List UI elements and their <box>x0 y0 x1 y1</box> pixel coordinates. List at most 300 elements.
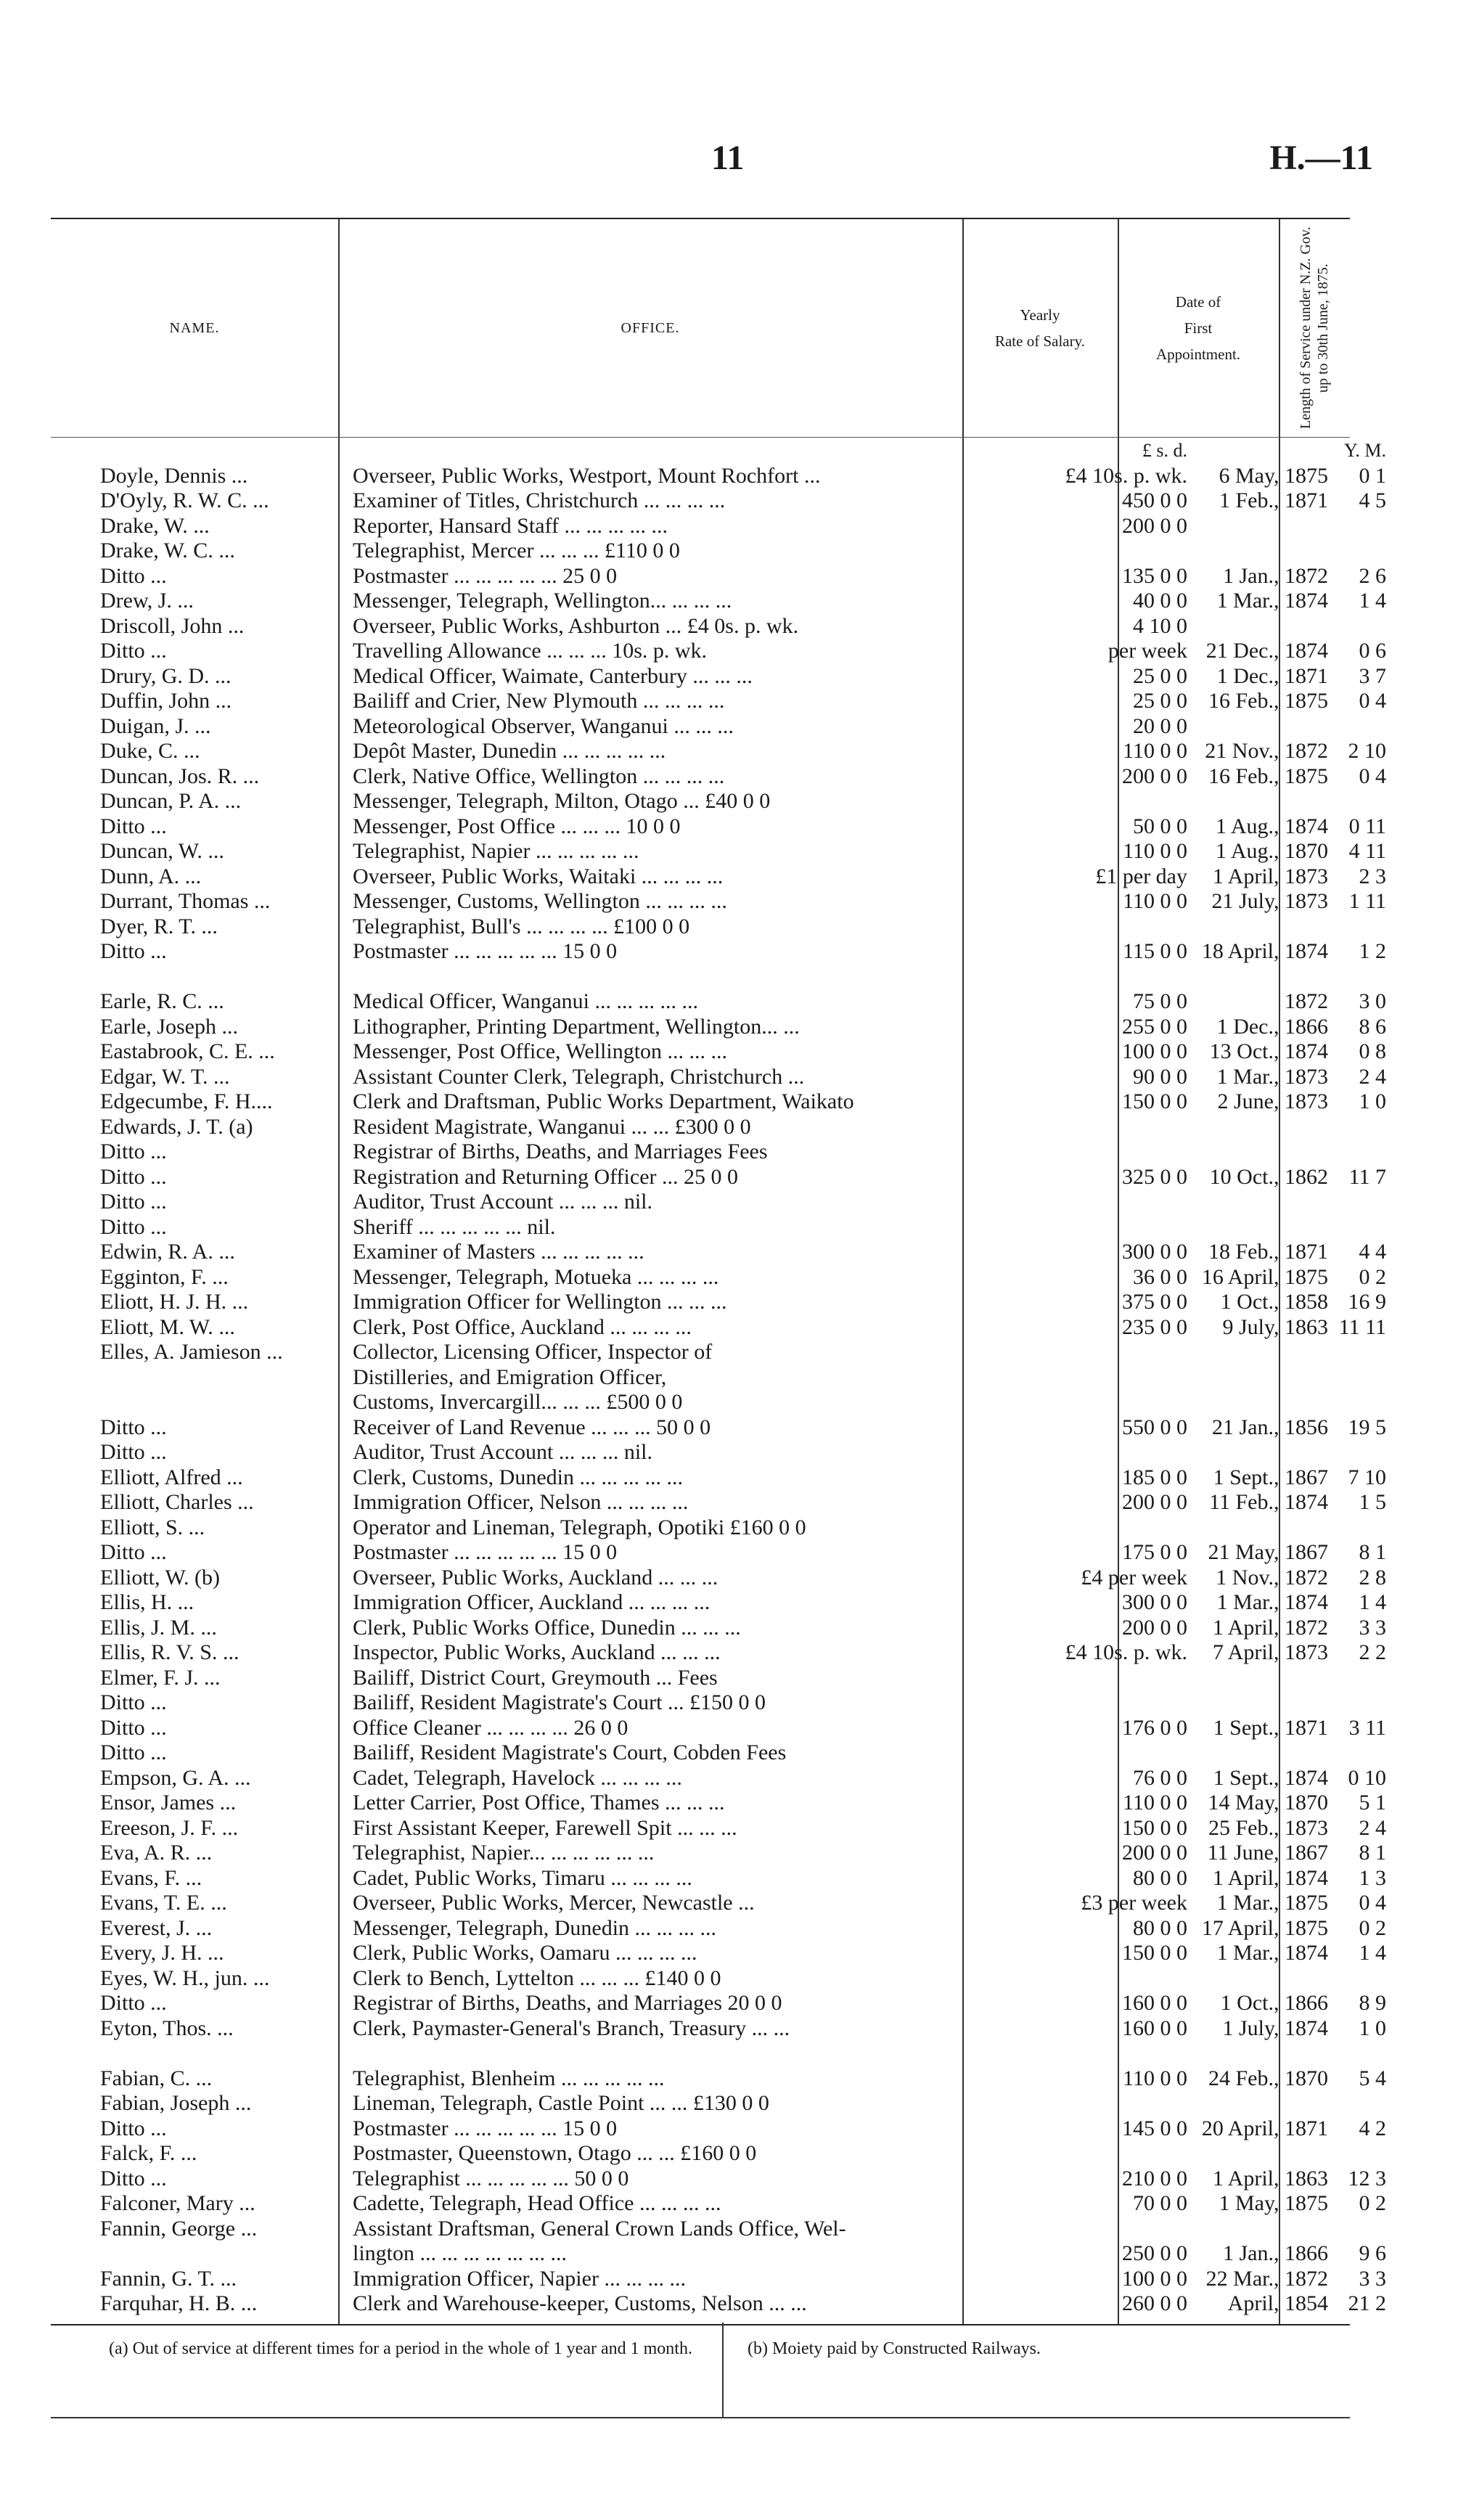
cell-office: Examiner of Titles, Christchurch ... ... ... ... <box>353 488 726 512</box>
cell-name: D'Oyly, R. W. C. ... <box>100 488 269 512</box>
cell-date: 22 Mar., 1872 <box>1205 2266 1328 2291</box>
cell-length: 2 4 <box>1359 1064 1386 1089</box>
cell-name: Egginton, F. ... <box>100 1264 229 1289</box>
cell-name: Duncan, P. A. ... <box>100 789 242 813</box>
cell-office: Telegraphist, Napier ... ... ... ... ... <box>353 839 639 863</box>
cell-salary: 110 0 0 <box>1123 839 1187 863</box>
cell-salary: 75 0 0 <box>1133 989 1187 1013</box>
cell-name: Ditto ... <box>100 1991 167 2015</box>
cell-office: Lineman, Telegraph, Castle Point ... ... £130 0 0 <box>353 2091 769 2115</box>
table-row <box>51 488 1386 514</box>
table-row <box>51 1865 1386 1891</box>
cell-office: Messenger, Telegraph, Wellington... ... ... ... <box>353 589 732 613</box>
cell-salary: 185 0 0 <box>1122 1465 1187 1489</box>
cell-salary: 200 0 0 <box>1122 1841 1187 1865</box>
cell-name: Fannin, George ... <box>100 2216 258 2241</box>
cell-length: 0 4 <box>1359 689 1386 713</box>
cell-office: Immigration Officer, Napier ... ... ... ... <box>353 2266 686 2291</box>
cell-office: Messenger, Customs, Wellington ... ... ... ... <box>353 889 727 913</box>
table-row <box>51 2016 1386 2042</box>
cell-date: 1 April, 1872 <box>1212 1615 1328 1640</box>
cell-name: Edwards, J. T. (a) <box>100 1114 253 1139</box>
cell-length: 8 1 <box>1359 1540 1386 1564</box>
cell-name: Edgecumbe, F. H.... <box>100 1089 273 1113</box>
table-row <box>51 1140 1350 1165</box>
cell-office: Travelling Allowance ... ... ... 10s. p. wk. <box>353 639 708 663</box>
cell-salary: 550 0 0 <box>1122 1415 1187 1439</box>
cell-date: 1 Mar., 1875 <box>1216 1891 1328 1915</box>
cell-name: Eastabrook, C. E. ... <box>100 1039 275 1063</box>
cell-salary: 50 0 0 <box>1133 814 1187 838</box>
table-row <box>51 939 1386 965</box>
cell-date: 6 May, 1875 <box>1219 463 1328 488</box>
table-row <box>51 1190 1350 1215</box>
table-row <box>51 1966 1350 1992</box>
cell-name: Elliott, W. (b) <box>100 1565 220 1590</box>
cell-name: Evans, T. E. ... <box>100 1891 227 1915</box>
table-row <box>51 1941 1386 1966</box>
cell-name: Duke, C. ... <box>100 739 200 763</box>
cell-date: 1 Jan., 1866 <box>1223 2241 1328 2265</box>
cell-office: Telegraphist, Blenheim ... ... ... ... ... <box>353 2066 665 2090</box>
cell-date: 13 Oct., 1874 <box>1209 1039 1328 1063</box>
table-row <box>51 2191 1386 2217</box>
cell-salary: 90 0 0 <box>1133 1064 1187 1089</box>
table-row <box>51 639 1386 664</box>
table-row <box>51 1290 1386 1315</box>
cell-name: Elliott, S. ... <box>100 1515 205 1539</box>
cell-length: 3 3 <box>1359 1615 1386 1640</box>
cell-salary: 70 0 0 <box>1133 2191 1187 2215</box>
cell-salary: 200 0 0 <box>1122 1490 1187 1514</box>
cell-name: Ditto ... <box>100 1540 167 1564</box>
cell-salary: 80 0 0 <box>1133 1915 1187 1940</box>
cell-name: Ditto ... <box>100 1740 167 1764</box>
table-row <box>51 1340 1350 1365</box>
cell-office: Clerk, Public Works Office, Dunedin ... ... ... <box>353 1615 741 1640</box>
cell-name: Falconer, Mary ... <box>100 2191 255 2215</box>
cell-date: 10 Oct., 1862 <box>1209 1164 1328 1189</box>
salary-units: £ s. d. <box>1142 440 1187 461</box>
cell-length: 2 6 <box>1359 563 1386 588</box>
cell-office: Medical Officer, Wanganui ... ... ... ... ... <box>353 989 698 1013</box>
cell-office: Clerk, Native Office, Wellington ... ... ... ... <box>353 764 725 788</box>
cell-name: Fannin, G. T. ... <box>100 2266 237 2291</box>
table-row <box>51 764 1386 790</box>
cell-office: Messenger, Post Office ... ... ... 10 0 0 <box>353 814 681 838</box>
cell-salary: 235 0 0 <box>1122 1314 1187 1339</box>
cell-salary: £1 per day <box>1095 864 1187 888</box>
cell-office: Postmaster, Queenstown, Otago ... ... £160 0 0 <box>353 2141 757 2165</box>
table-row <box>51 2217 1350 2242</box>
cell-name: Fabian, Joseph ... <box>100 2091 252 2115</box>
cell-length: 0 2 <box>1359 1264 1386 1289</box>
cell-office: Clerk to Bench, Lyttelton ... ... ... £140 0 0 <box>353 1965 721 1990</box>
table-row <box>51 1014 1386 1040</box>
cell-length: 1 4 <box>1359 1590 1386 1614</box>
cell-salary: 115 0 0 <box>1123 939 1187 963</box>
cell-name: Everest, J. ... <box>100 1915 213 1940</box>
cell-date: 7 April, 1873 <box>1212 1640 1328 1664</box>
cell-date: 9 July, 1863 <box>1222 1314 1328 1339</box>
cell-date: 1 Aug., 1870 <box>1215 839 1328 863</box>
cell-salary: £4 per week <box>1081 1565 1187 1590</box>
cell-salary: 100 0 0 <box>1122 1039 1187 1063</box>
table-row <box>51 1565 1386 1591</box>
cell-office: Medical Officer, Waimate, Canterbury ... ... ... <box>353 663 753 688</box>
table-row <box>51 1915 1386 1942</box>
cell-salary: 450 0 0 <box>1122 488 1187 512</box>
cell-office: Distilleries, and Emigration Officer, <box>353 1365 667 1389</box>
table-row <box>51 1264 1386 1290</box>
cell-date: 1 Oct., 1866 <box>1220 1991 1328 2015</box>
cell-name: Dyer, R. T. ... <box>100 914 218 938</box>
cell-name: Eyes, W. H., jun. ... <box>100 1965 270 1990</box>
table-row <box>51 1115 1350 1140</box>
cell-salary: £3 per week <box>1081 1891 1187 1915</box>
column-header-name: NAME. <box>169 319 220 336</box>
table-row <box>51 463 1386 489</box>
cell-date: 18 April, 1874 <box>1201 939 1328 963</box>
cell-length: 1 4 <box>1359 589 1386 613</box>
cell-office: Messenger, Telegraph, Milton, Otago ... £40 0 0 <box>353 789 771 813</box>
cell-office: Assistant Draftsman, General Crown Lands Office, Wel- <box>353 2216 846 2241</box>
cell-salary: 150 0 0 <box>1122 1089 1187 1113</box>
cell-date: 11 June, 1867 <box>1207 1841 1328 1865</box>
table-row <box>51 1440 1350 1465</box>
date-header-line1: Date of <box>1175 293 1221 311</box>
table-row <box>51 2241 1386 2267</box>
table-row <box>51 1490 1386 1515</box>
header-rule <box>51 437 1350 438</box>
cell-salary: 255 0 0 <box>1122 1014 1187 1039</box>
cell-length: 1 3 <box>1359 1865 1386 1890</box>
cell-length: 21 2 <box>1348 2291 1386 2315</box>
table-row <box>51 1640 1386 1666</box>
cell-office: Immigration Officer, Nelson ... ... ... ... <box>353 1490 689 1514</box>
cell-name: Doyle, Dennis ... <box>100 463 248 488</box>
cell-date: April, 1854 <box>1227 2291 1328 2315</box>
cell-name: Duffin, John ... <box>100 689 232 713</box>
cell-name: Ditto ... <box>100 1440 167 1464</box>
cell-date: 21 Jan., 1856 <box>1212 1415 1328 1439</box>
cell-length: 4 4 <box>1359 1240 1386 1264</box>
table-row <box>51 663 1386 690</box>
cell-office: Collector, Licensing Officer, Inspector of <box>353 1340 713 1364</box>
cell-office: Auditor, Trust Account ... ... ... nil. <box>353 1440 652 1464</box>
cell-salary: 145 0 0 <box>1122 2116 1187 2140</box>
cell-name: Ditto ... <box>100 1715 167 1740</box>
cell-salary: 76 0 0 <box>1133 1765 1187 1790</box>
table-row <box>51 2166 1386 2192</box>
staff-table <box>51 218 1386 2325</box>
cell-salary: 110 0 0 <box>1123 1791 1187 1815</box>
page-number: 11 <box>711 139 745 177</box>
table-row <box>51 2266 1386 2292</box>
cell-name: Earle, Joseph ... <box>100 1014 238 1039</box>
cell-office: Customs, Invercargill... ... ... £500 0 0 <box>353 1390 683 1414</box>
cell-name: Drury, G. D. ... <box>100 663 232 688</box>
cell-salary: 375 0 0 <box>1122 1290 1187 1314</box>
cell-name: Ensor, James ... <box>100 1791 237 1815</box>
cell-salary: 176 0 0 <box>1122 1715 1187 1740</box>
column-header-office: OFFICE. <box>621 319 680 336</box>
cell-length: 16 9 <box>1348 1290 1386 1314</box>
cell-office: Telegraphist, Bull's ... ... ... ... £100 0 0 <box>353 914 690 938</box>
cell-name: Evans, F. ... <box>100 1865 202 1890</box>
cell-date: 17 April, 1875 <box>1201 1915 1328 1940</box>
cell-name: Edwin, R. A. ... <box>100 1240 235 1264</box>
cell-length: 0 10 <box>1348 1765 1386 1790</box>
table-row <box>51 514 1350 539</box>
cell-name: Eva, A. R. ... <box>100 1841 213 1865</box>
cell-office: Clerk, Customs, Dunedin ... ... ... ... ... <box>353 1465 683 1489</box>
footnotes <box>51 2323 1350 2418</box>
date-header-line3: Appointment. <box>1155 345 1241 363</box>
cell-office: Immigration Officer for Wellington ... ... ... <box>353 1290 727 1314</box>
cell-length: 19 5 <box>1348 1415 1386 1439</box>
cell-name: Eyton, Thos. ... <box>100 2016 234 2040</box>
cell-name: Ditto ... <box>100 1164 167 1189</box>
cell-name: Empson, G. A. ... <box>100 1765 251 1790</box>
cell-office: Postmaster ... ... ... ... ... 25 0 0 <box>353 563 618 588</box>
cell-name: Ditto ... <box>100 1190 167 1214</box>
cell-name: Ditto ... <box>100 1214 167 1239</box>
cell-length: 9 6 <box>1359 2241 1386 2265</box>
cell-name: Duncan, W. ... <box>100 839 224 863</box>
cell-length: 3 11 <box>1348 1715 1386 1740</box>
cell-length: 0 4 <box>1359 1891 1386 1915</box>
cell-name: Ditto ... <box>100 1140 167 1163</box>
table-row <box>51 2066 1386 2092</box>
cell-salary: 25 0 0 <box>1133 663 1187 688</box>
cell-name: Edgar, W. T. ... <box>100 1064 230 1089</box>
cell-office: Bailiff, District Court, Greymouth ... Fees <box>353 1665 718 1690</box>
table-row <box>51 1064 1386 1090</box>
cell-name: Durrant, Thomas ... <box>100 889 271 913</box>
cell-office: Messenger, Telegraph, Dunedin ... ... ... ... <box>353 1915 717 1940</box>
cell-length: 3 3 <box>1359 2266 1386 2291</box>
cell-length: 11 7 <box>1348 1164 1386 1189</box>
table-row <box>51 1540 1386 1566</box>
cell-office: Sheriff ... ... ... ... ... nil. <box>353 1214 556 1239</box>
cell-office: Messenger, Telegraph, Motueka ... ... ... ... <box>353 1264 719 1289</box>
cell-date: 21 Dec., 1874 <box>1205 639 1328 663</box>
cell-date: 18 Feb., 1871 <box>1208 1240 1328 1264</box>
cell-office: Cadette, Telegraph, Head Office ... ... ... ... <box>353 2191 721 2215</box>
table-row <box>51 989 1386 1015</box>
table-row <box>51 1590 1386 1616</box>
cell-office: Clerk and Draftsman, Public Works Department, Waikato <box>353 1089 854 1113</box>
cell-length: 5 1 <box>1359 1791 1386 1815</box>
cell-date: 25 Feb., 1873 <box>1208 1815 1328 1840</box>
cell-date: 1 Aug., 1874 <box>1215 814 1328 838</box>
table-row <box>51 1089 1386 1115</box>
cell-office: Registrar of Births, Deaths, and Marriages 20 0 0 <box>353 1991 782 2015</box>
cell-date: 1 May, 1875 <box>1219 2191 1328 2215</box>
cell-office: Telegraphist, Mercer ... ... ... £110 0 0 <box>353 539 680 562</box>
cell-name: Ditto ... <box>100 563 167 588</box>
cell-salary: 200 0 0 <box>1122 1615 1187 1640</box>
table-row <box>51 1465 1386 1491</box>
cell-length: 1 11 <box>1348 889 1386 913</box>
cell-date: 1 Sept., 1874 <box>1213 1765 1328 1790</box>
cell-office: Clerk, Paymaster-General's Branch, Treasury ... ... <box>353 2016 790 2040</box>
cell-office: Postmaster ... ... ... ... ... 15 0 0 <box>353 1540 618 1564</box>
cell-length: 4 11 <box>1348 839 1386 863</box>
cell-name: Ellis, J. M. ... <box>100 1615 217 1640</box>
cell-salary: £4 10s. p. wk. <box>1065 463 1187 488</box>
cell-length: 0 8 <box>1359 1039 1386 1063</box>
cell-date: 1872 <box>1285 989 1328 1013</box>
page-code: H.—11 <box>1269 139 1373 177</box>
table-row <box>51 1765 1386 1791</box>
cell-name: Ditto ... <box>100 1415 167 1439</box>
table-row <box>51 689 1386 714</box>
cell-salary: 300 0 0 <box>1122 1240 1187 1264</box>
cell-name: Ditto ... <box>100 2116 167 2140</box>
cell-name: Elmer, F. J. ... <box>100 1665 221 1690</box>
cell-length: 1 0 <box>1359 1089 1386 1113</box>
cell-salary: 250 0 0 <box>1122 2241 1187 2265</box>
cell-salary: 200 0 0 <box>1122 764 1187 788</box>
cell-salary: 100 0 0 <box>1122 2266 1187 2291</box>
cell-office: lington ... ... ... ... ... ... ... <box>353 2241 568 2265</box>
cell-salary: 200 0 0 <box>1122 513 1187 538</box>
table-row <box>51 1164 1386 1190</box>
cell-date: 1 Mar., 1874 <box>1216 589 1328 613</box>
cell-length: 2 10 <box>1348 739 1386 763</box>
cell-name: Fabian, C. ... <box>100 2066 213 2090</box>
cell-length: 1 4 <box>1359 1941 1386 1965</box>
cell-length: 12 3 <box>1348 2166 1386 2190</box>
cell-date: 20 April, 1871 <box>1201 2116 1328 2140</box>
cell-office: Immigration Officer, Auckland ... ... ... ... <box>353 1590 711 1614</box>
cell-office: Reporter, Hansard Staff ... ... ... ... ... <box>353 513 668 538</box>
cell-name: Ditto ... <box>100 814 167 838</box>
cell-date: 21 Nov., 1872 <box>1205 739 1328 763</box>
cell-name: Ellis, H. ... <box>100 1590 194 1614</box>
cell-name: Ditto ... <box>100 1690 167 1714</box>
cell-office: Auditor, Trust Account ... ... ... nil. <box>353 1190 652 1214</box>
cell-name: Eliott, M. W. ... <box>100 1314 235 1339</box>
cell-length: 4 2 <box>1359 2116 1386 2140</box>
cell-length: 2 2 <box>1359 1640 1386 1664</box>
cell-office: Receiver of Land Revenue ... ... ... 50 0 0 <box>353 1415 711 1439</box>
cell-office: First Assistant Keeper, Farewell Spit ... ... ... <box>353 1815 737 1840</box>
cell-date: 1 Nov., 1872 <box>1216 1565 1328 1590</box>
table-row <box>51 864 1386 890</box>
cell-date: 16 April, 1875 <box>1201 1264 1328 1289</box>
cell-salary: 160 0 0 <box>1122 2016 1187 2040</box>
cell-office: Messenger, Post Office, Wellington ... ... ... <box>353 1039 728 1063</box>
cell-length: 0 11 <box>1348 814 1386 838</box>
table-row <box>51 1715 1386 1741</box>
cell-salary: £4 10s. p. wk. <box>1065 1640 1187 1664</box>
cell-date: 16 Feb., 1875 <box>1208 689 1328 713</box>
cell-date: 1 April, 1873 <box>1212 864 1328 888</box>
cell-date: 1 April, 1863 <box>1212 2166 1328 2190</box>
column-header-salary <box>962 219 1118 437</box>
cell-office: Cadet, Telegraph, Havelock ... ... ... ... <box>353 1765 682 1790</box>
cell-date: 1 July, 1874 <box>1222 2016 1328 2040</box>
table-row <box>51 2091 1350 2116</box>
table-row <box>51 789 1350 814</box>
cell-office: Resident Magistrate, Wanganui ... ... £300 0 0 <box>353 1114 751 1139</box>
cell-office: Clerk, Post Office, Auckland ... ... ... ... <box>353 1314 692 1339</box>
cell-salary: 325 0 0 <box>1122 1164 1187 1189</box>
cell-length: 2 8 <box>1359 1565 1386 1590</box>
table-row <box>51 614 1350 639</box>
cell-length: 8 1 <box>1359 1841 1386 1865</box>
cell-length: 0 1 <box>1359 463 1386 488</box>
cell-name: Every, J. H. ... <box>100 1941 224 1965</box>
footnote-a: (a) Out of service at different times for a period in the whole of 1 year and 1 month. <box>109 2339 692 2358</box>
cell-date: 1 Dec., 1871 <box>1216 663 1328 688</box>
cell-salary: 25 0 0 <box>1133 689 1187 713</box>
cell-office: Inspector, Public Works, Auckland ... ... ... <box>353 1640 721 1664</box>
cell-office: Overseer, Public Works, Mercer, Newcastle ... <box>353 1891 755 1915</box>
cell-name: Ditto ... <box>100 939 167 963</box>
cell-office: Telegraphist ... ... ... ... ... 50 0 0 <box>353 2166 629 2190</box>
cell-salary: 135 0 0 <box>1122 563 1187 588</box>
cell-office: Bailiff, Resident Magistrate's Court, Cobden Fees <box>353 1740 787 1764</box>
cell-name: Driscoll, John ... <box>100 613 245 638</box>
footnote-divider <box>722 2323 724 2417</box>
cell-length: 0 6 <box>1359 639 1386 663</box>
table-row <box>51 1991 1386 2016</box>
salary-header-line1: Yearly <box>1020 306 1060 324</box>
cell-name: Elles, A. Jamieson ... <box>100 1340 283 1364</box>
cell-office: Examiner of Masters ... ... ... ... ... <box>353 1240 644 1264</box>
cell-office: Cadet, Public Works, Timaru ... ... ... ... <box>353 1865 692 1890</box>
table-row <box>51 839 1386 864</box>
cell-office: Overseer, Public Works, Ashburton ... £4 0s. p. wk. <box>353 613 799 638</box>
cell-length: 2 4 <box>1359 1815 1386 1840</box>
cell-salary: 110 0 0 <box>1123 889 1187 913</box>
cell-office: Lithographer, Printing Department, Wellington... ... <box>353 1014 800 1039</box>
cell-office: Overseer, Public Works, Waitaki ... ... ... ... <box>353 864 724 888</box>
date-header-line2: First <box>1184 319 1213 337</box>
table-row <box>51 814 1386 840</box>
table-row <box>51 1791 1386 1816</box>
cell-office: Bailiff, Resident Magistrate's Court ... £150 0 0 <box>353 1690 766 1714</box>
cell-length: 11 11 <box>1338 1314 1386 1339</box>
cell-date: 2 June, 1873 <box>1217 1089 1328 1113</box>
table-row <box>51 539 1350 564</box>
cell-date: 16 Feb., 1875 <box>1208 764 1328 788</box>
cell-length: 0 2 <box>1359 1915 1386 1940</box>
cell-office: Overseer, Public Works, Westport, Mount Rochfort ... <box>353 463 821 488</box>
table-row <box>51 889 1386 915</box>
cell-office: Bailiff and Crier, New Plymouth ... ... ... ... <box>353 689 725 713</box>
cell-office: Telegraphist, Napier... ... ... ... ... ... <box>353 1841 655 1865</box>
cell-name: Earle, R. C. ... <box>100 989 224 1013</box>
cell-date: 1 Jan., 1872 <box>1223 563 1328 588</box>
cell-salary: 260 0 0 <box>1122 2291 1187 2315</box>
cell-salary: 150 0 0 <box>1122 1941 1187 1965</box>
cell-date: 21 July, 1873 <box>1211 889 1328 913</box>
cell-name: Ereeson, J. F. ... <box>100 1815 239 1840</box>
cell-date: 1 Oct., 1858 <box>1220 1290 1328 1314</box>
table-row <box>51 1740 1350 1766</box>
cell-name: Dunn, A. ... <box>100 864 202 888</box>
cell-salary: 300 0 0 <box>1122 1590 1187 1614</box>
table-row <box>51 739 1386 764</box>
cell-salary: 4 10 0 <box>1133 613 1187 638</box>
table-row <box>51 2291 1386 2317</box>
cell-length: 1 5 <box>1359 1490 1386 1514</box>
